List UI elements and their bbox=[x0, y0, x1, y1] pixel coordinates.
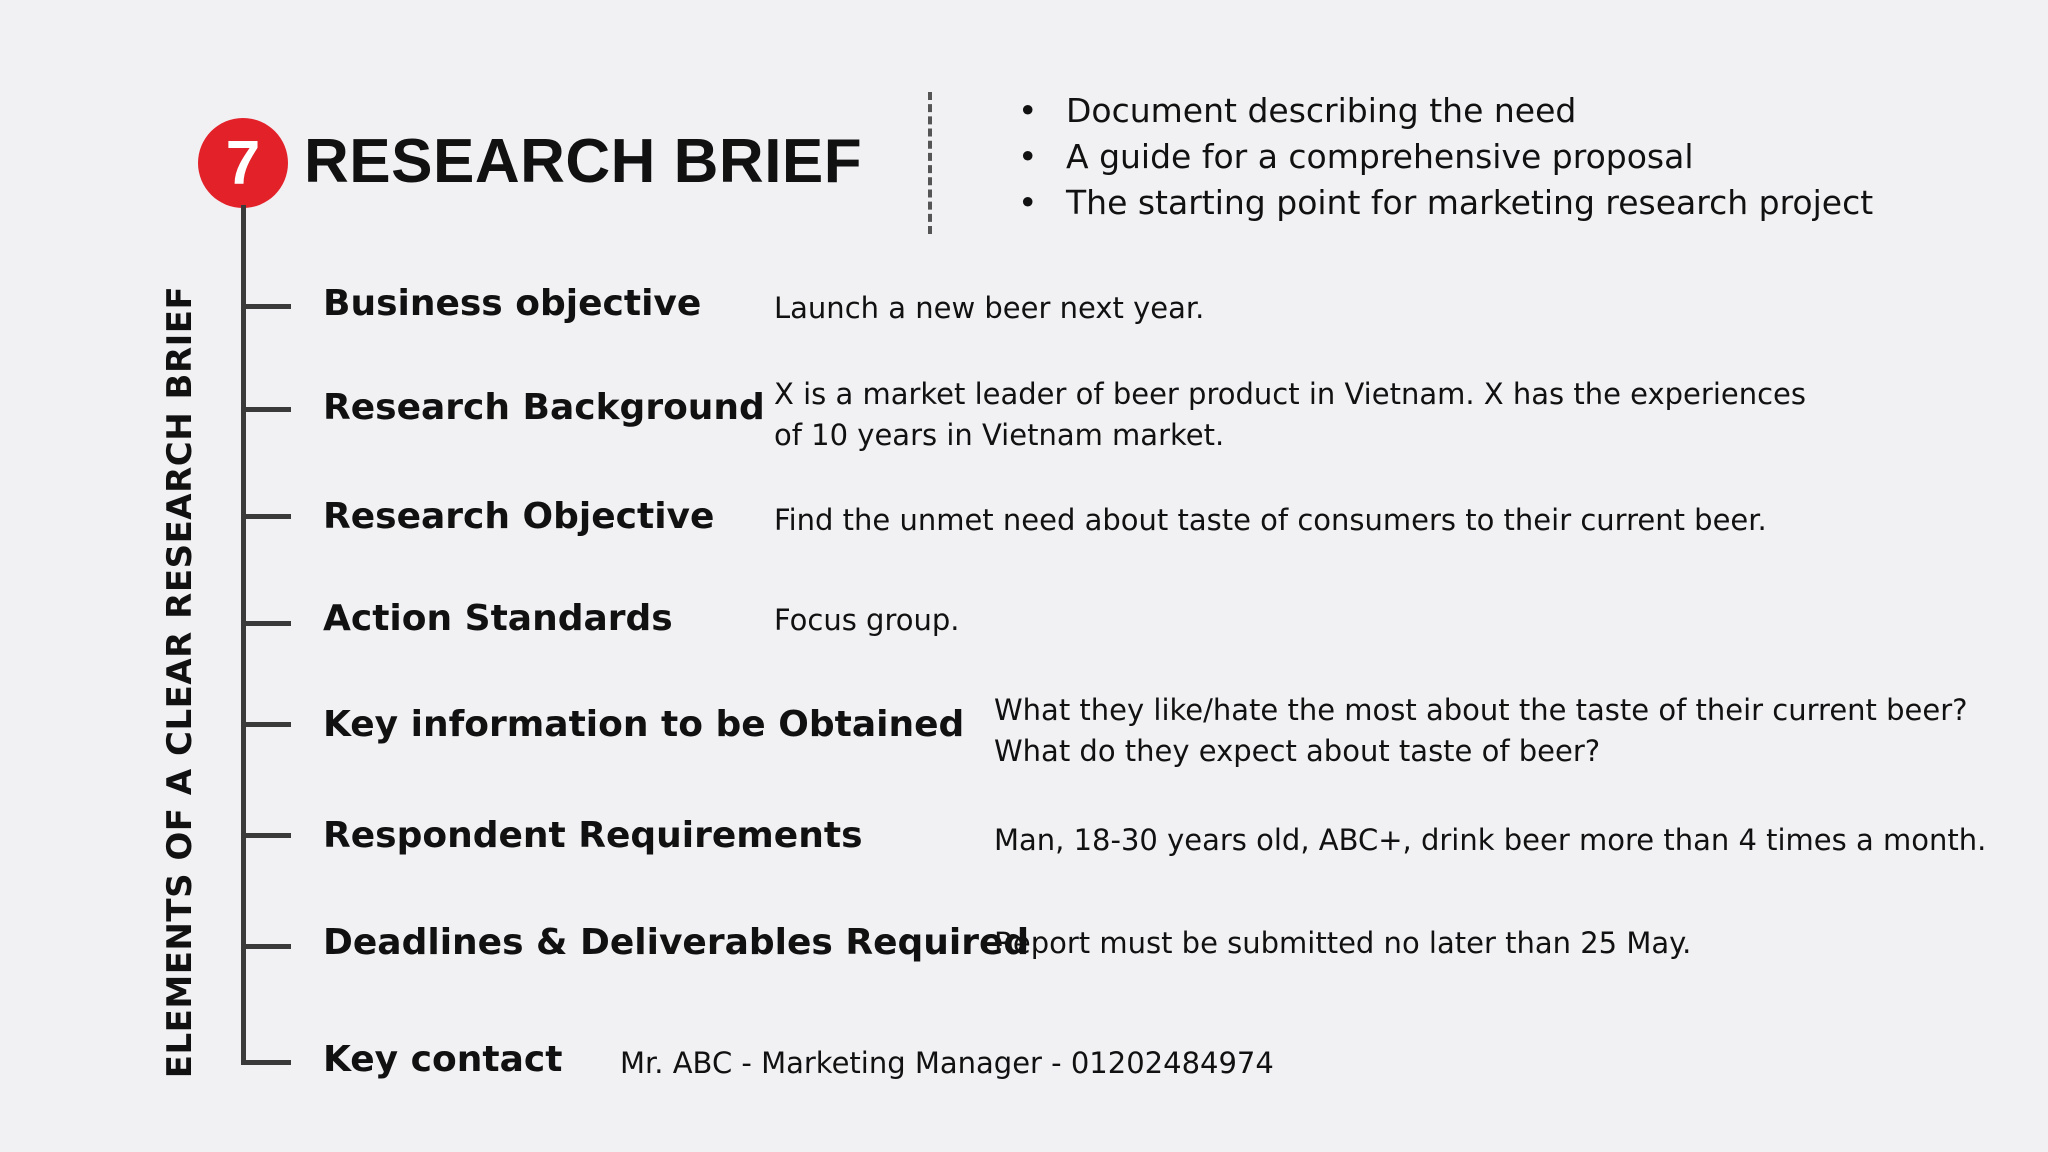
bullet-item: • Document describing the need bbox=[1018, 88, 1873, 134]
row-label: Research Objective bbox=[323, 496, 715, 537]
row-label: Research Background bbox=[323, 387, 765, 428]
row-description-line: Mr. ABC - Marketing Manager - 01202484974 bbox=[620, 1046, 1274, 1080]
row-label: Business objective bbox=[323, 283, 702, 324]
dashed-divider bbox=[928, 92, 932, 234]
row-description-line: Launch a new beer next year. bbox=[774, 291, 1205, 325]
row-label: Key contact bbox=[323, 1039, 563, 1080]
row-description-line: What do they expect about taste of beer? bbox=[994, 734, 1601, 768]
timeline-tick bbox=[241, 1060, 291, 1065]
row-description bbox=[620, 1043, 1274, 1084]
timeline-tick bbox=[241, 722, 291, 727]
row-label: Deadlines & Deliverables Required bbox=[323, 922, 1030, 963]
row-label: Respondent Requirements bbox=[323, 815, 863, 856]
row-description-line: Find the unmet need about taste of consumers to their current beer. bbox=[774, 503, 1767, 537]
row-description bbox=[994, 923, 1691, 964]
row-description bbox=[774, 288, 1204, 329]
timeline-tick bbox=[241, 407, 291, 412]
page-title: RESEARCH BRIEF bbox=[304, 127, 863, 196]
timeline-tick bbox=[241, 304, 291, 309]
timeline-tick bbox=[241, 833, 291, 838]
timeline-spine bbox=[241, 205, 246, 1065]
row-description-line: Report must be submitted no later than 25 May. bbox=[994, 926, 1692, 960]
row-description-line: Focus group. bbox=[774, 603, 960, 637]
row-description-line: X is a market leader of beer product in Vietnam. X has the experiences bbox=[774, 377, 1806, 411]
row-label: Action Standards bbox=[323, 598, 673, 639]
row-description bbox=[774, 500, 1767, 541]
row-description bbox=[774, 374, 1806, 456]
timeline-tick bbox=[241, 621, 291, 626]
row-description bbox=[774, 600, 959, 641]
row-description bbox=[994, 690, 1968, 772]
row-description bbox=[994, 820, 1986, 861]
row-description-line: What they like/hate the most about the taste of their current beer? bbox=[994, 693, 1968, 727]
step-number-badge: 7 bbox=[198, 118, 288, 208]
bullet-item: • A guide for a comprehensive proposal bbox=[1018, 134, 1873, 180]
row-description-line: Man, 18-30 years old, ABC+, drink beer more than 4 times a month. bbox=[994, 823, 1987, 857]
side-label: ELEMENTS OF A CLEAR RESEARCH BRIEF bbox=[160, 285, 200, 1079]
definition-bullets bbox=[1018, 88, 1873, 226]
timeline-tick bbox=[241, 514, 291, 519]
row-description-line: of 10 years in Vietnam market. bbox=[774, 418, 1225, 452]
bullet-item: • The starting point for marketing research project bbox=[1018, 180, 1873, 226]
row-label: Key information to be Obtained bbox=[323, 704, 965, 745]
timeline-tick bbox=[241, 944, 291, 949]
